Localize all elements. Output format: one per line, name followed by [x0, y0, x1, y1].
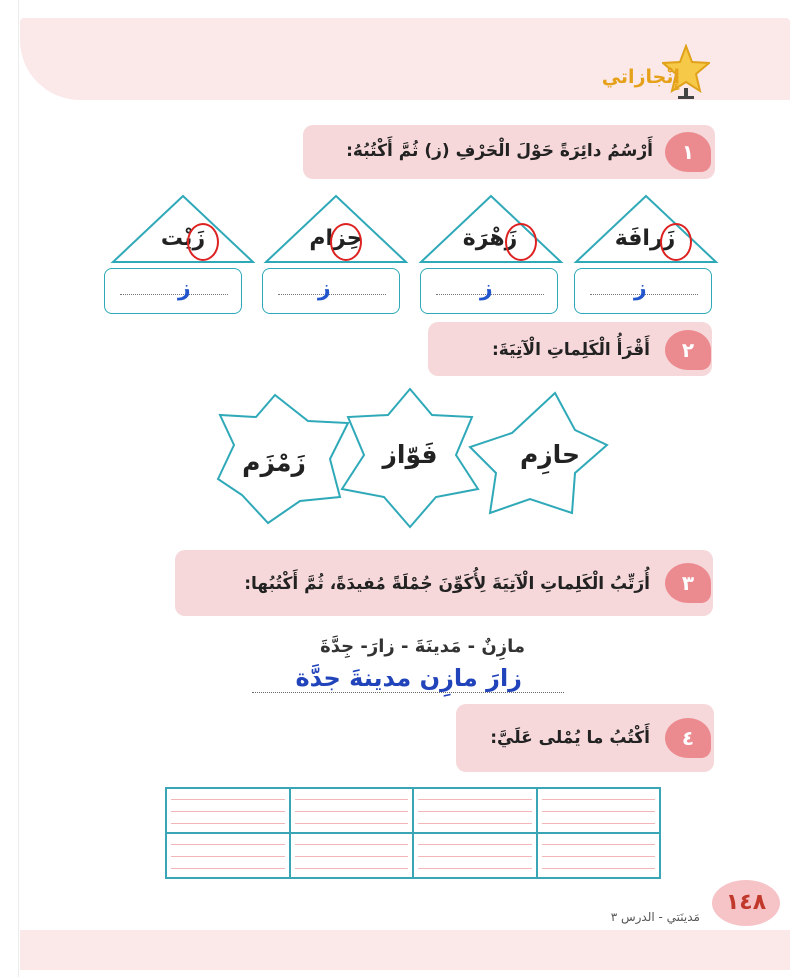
page-edge: [18, 0, 19, 977]
answer-letter-3: ز: [318, 276, 331, 301]
dictation-cell[interactable]: [537, 788, 661, 833]
word-4: زَيْت: [160, 226, 206, 251]
section-title: إِنْجازاتي: [601, 66, 680, 88]
circle-mark-3: [330, 223, 362, 261]
dictation-cell[interactable]: [166, 833, 290, 878]
question-3-number: ٣: [665, 563, 711, 603]
question-4-number: ٤: [665, 718, 711, 758]
answer-letter-2: ز: [480, 276, 493, 301]
page-number: ١٤٨: [712, 880, 780, 926]
answer-letter-4: ز: [178, 276, 191, 301]
scrambled-words: مازِنٌ - مَدينَةَ - زارَ- جِدَّةَ: [320, 636, 525, 657]
dictation-cell[interactable]: [290, 788, 414, 833]
circle-mark-2: [505, 223, 537, 261]
lesson-label: مَدينَتي - الدرس ٣: [610, 910, 700, 924]
dictation-cell[interactable]: [290, 833, 414, 878]
answer-letter-1: ز: [634, 276, 647, 301]
read-word-3: زَمْزَم: [242, 448, 306, 477]
word-1: زَرافَة: [614, 226, 676, 251]
dictation-cell[interactable]: [413, 833, 537, 878]
dictation-cell[interactable]: [413, 788, 537, 833]
read-word-2: فَوّاز: [382, 440, 438, 469]
question-1-instruction: أَرْسُمُ دائِرَةً حَوْلَ الْحَرْفِ (ز) ثُمَّ أَكْتُبُهُ:: [346, 141, 653, 161]
circle-mark-4: [187, 223, 219, 261]
dictation-cell[interactable]: [537, 833, 661, 878]
dictation-grid[interactable]: [165, 787, 661, 879]
word-2: زَهْرَة: [462, 226, 518, 251]
circle-mark-1: [660, 223, 692, 261]
question-2-instruction: أَقْرَأُ الْكَلِماتِ الْآتِيَةَ:: [491, 340, 650, 360]
question-3-instruction: أُرَتِّبُ الْكَلِماتِ الْآتِيَةَ لِأُكَوِّنَ جُمْلَةً مُفيدَةً، ثُمَّ أَكْتُبُها:: [244, 574, 650, 594]
answer-box-4[interactable]: [104, 268, 242, 314]
question-2-number: ٢: [665, 330, 711, 370]
answer-line-3: [278, 294, 386, 295]
question-4-instruction: أَكْتُبُ ما يُمْلى عَلَيَّ:: [490, 728, 650, 748]
read-word-1: حازِم: [519, 440, 581, 469]
answer-line: [252, 692, 564, 693]
handwritten-answer: زارَ مازِن مدينةَ جدَّة: [295, 664, 522, 692]
dictation-cell[interactable]: [166, 788, 290, 833]
word-3: حِزام: [309, 226, 363, 251]
answer-line-4: [120, 294, 228, 295]
question-1-number: ١: [665, 132, 711, 172]
answer-box-3[interactable]: [262, 268, 400, 314]
footer-band: [20, 930, 790, 970]
